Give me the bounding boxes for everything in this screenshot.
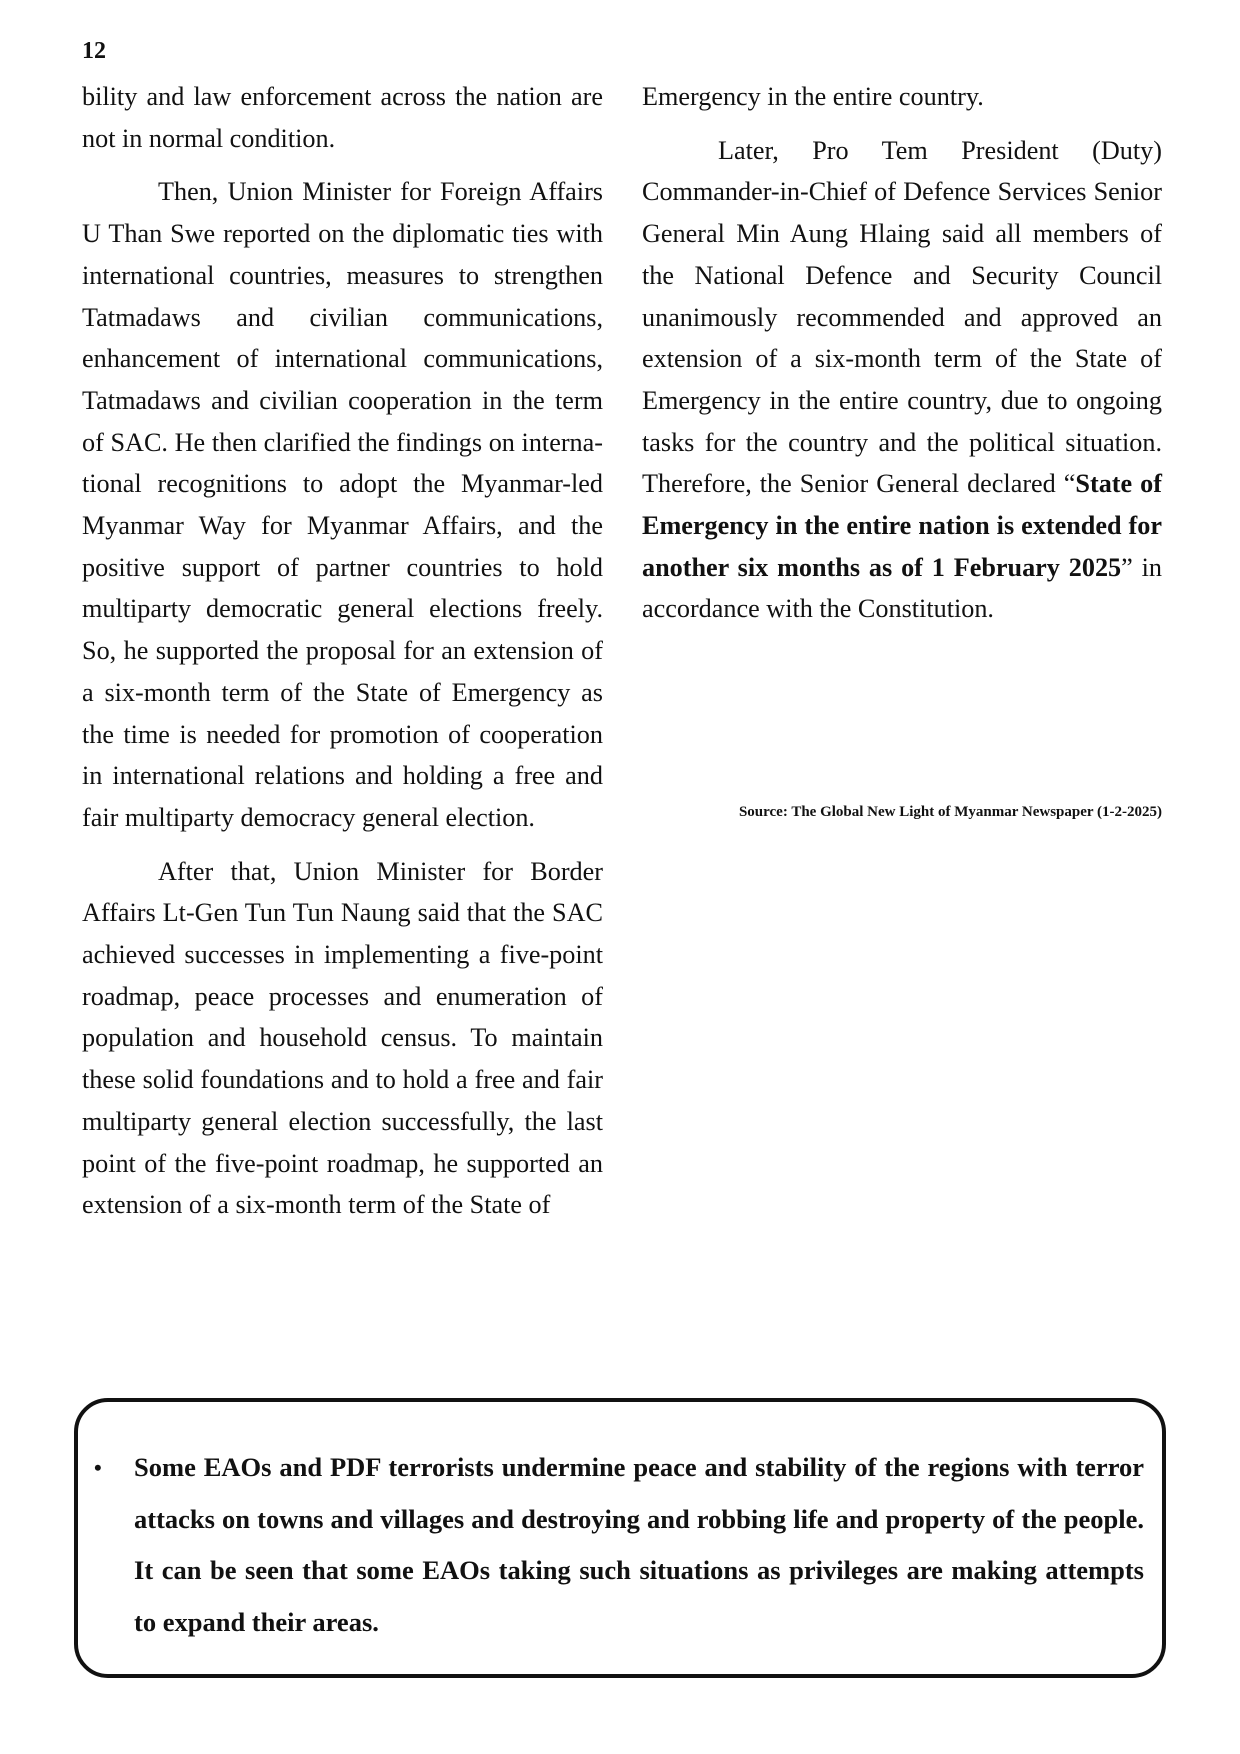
article-column-left	[82, 76, 603, 1226]
callout-item	[94, 1442, 1144, 1648]
paragraph-text-end: ” in accordance with the Constitution.	[642, 552, 1162, 624]
paragraph: Then, Union Minister for Foreign Affairs U Than Swe reported on the diplomatic ties with international countries, measures to strengthen Tatmadaws and civilian communications, enhancement of international communications, Tatmadaws and civilian cooperation in the term of SAC. He then clarified the findings on international recognitions to adopt the Myanmar-led Myanmar Way for Myanmar Affairs, and the positive support of partner countries to hold multiparty democratic general elections freely. So, he supported the proposal for an extension of a six-month term of the State of Emergency as the time is needed for promotion of cooperation in international relations and holding a free and fair multiparty democracy general election.	[82, 177, 603, 832]
callout-box	[74, 1398, 1166, 1678]
page-number: 12	[82, 38, 106, 64]
paragraph: Emergency in the entire country.	[642, 82, 984, 111]
paragraph	[642, 130, 1162, 630]
declaration-quote: State of Emergency in the entire nation is extended for another six months as of 1 February 2025	[642, 469, 1162, 582]
paragraph-text: Later, Pro Tem President (Duty) Commander-in-Chief of Defence Services Senior General Min Aung Hlaing said all members of the National Defence and Security Council unanimously recommended and approved an extension of a six-month term of the State of Emergency in the entire country, due to ongoing tasks for the country and the political situation. Therefore, the Senior General declared “	[642, 135, 1162, 499]
paragraph: After that, Union Minister for Border Affairs Lt-Gen Tun Tun Naung said that the SAC achieved successes in implementing a five-point roadmap, peace processes and enumeration of population and household census. To maintain these solid foundations and to hold a free and fair multiparty general election successfully, the last point of the five-point roadmap, he supported an extension of a six-month term of the State of	[82, 856, 603, 1220]
bullet-icon: •	[94, 1455, 102, 1480]
article-column-right	[642, 76, 1162, 630]
source-citation: Source: The Global New Light of Myanmar Newspaper (1-2-2025)	[738, 804, 1162, 820]
callout-text: Some EAOs and PDF terrorists undermine peace and stability of the regions with terror attacks on towns and villages and destroying and robbing life and property of the people. It can be seen that some EAOs taking such situations as privileges are making attempts to expand their areas.	[134, 1452, 1144, 1637]
paragraph: bility and law enforcement across the nation are not in normal condition.	[82, 82, 603, 153]
